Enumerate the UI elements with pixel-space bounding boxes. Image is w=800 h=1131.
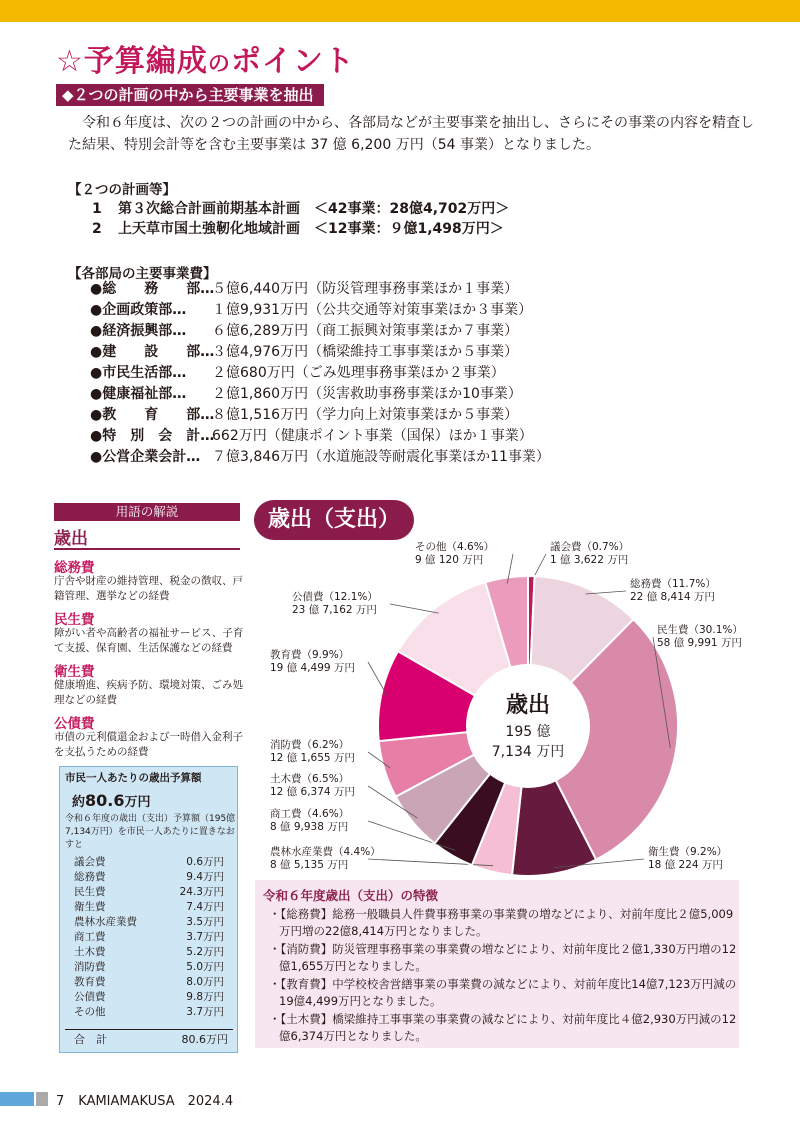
chart-title: 歳出（支出） [254,500,414,540]
glossary-desc: 市債の元利償還金および一時借入金利子を支払うための経費 [54,731,243,758]
footer [56,1090,233,1109]
slice-label-10: 公債費（12.1%） [292,591,378,603]
slice-amount-9: 19 億 4,499 万円 [270,662,355,674]
per-capita-row: 民生費 24.3万円 [74,886,224,898]
slice-amount-11: 9 億 120 万円 [415,554,484,566]
page-number: 7 [56,1094,65,1109]
department-item: ●総 務 部…５億6,440万円（防災管理事務事業ほか１事業） [90,281,519,297]
leader-line-9 [368,662,387,696]
slice-amount-3: 58 億 9,991 万円 [657,637,742,649]
slice-label-3: 民生費（30.1%） [657,624,743,636]
glossary-desc: 障がい者や高齢者の福祉サービス、子育て支援、保育園、生活保護などの経費 [54,627,244,654]
slice-label-9: 教育費（9.9%） [270,649,350,661]
slice-amount-1: 1 億 3,622 万円 [550,554,629,566]
slice-amount-8: 12 億 1,655 万円 [270,752,355,764]
slice-amount-2: 22 億 8,414 万円 [630,591,715,603]
section-subheading: ◆２つの計画の中から主要事業を抽出 [56,84,324,106]
slice-label-2: 総務費（11.7%） [630,578,716,590]
features-title: 令和６年度歳出（支出）の特徴 [263,888,439,903]
feature-item: ・【土木費】橋梁維持工事事業の事業費の減などにより、対前年度比４億2,930万円減の12億6,374万円となりました。 [269,1012,737,1043]
intro-paragraph: 令和６年度は、次の２つの計画の中から、各部局などが主要事業を抽出し、さらにその事業の内容を精査した結果、特別会計等を含む主要事業は 37 億 6,200 万円（54 事業）となりました。 [68,115,754,153]
department-item: ●経済振興部… ６億6,289万円（商工振興対策事業ほか７事業） [90,323,519,339]
department-item: ●市民生活部… ２億680万円（ごみ処理事務事業ほか２事業） [90,365,505,381]
slice-label-5: 農林水産業費（4.4%） [270,846,381,858]
glossary-heading: 用語の解説 [54,503,240,521]
per-capita-row: 教育費 8.0万円 [74,976,224,988]
per-capita-row: 衛生費 7.4万円 [74,901,224,913]
department-item: ●建 設 部…３億4,976万円（橋梁維持工事事業ほか５事業） [90,344,519,360]
plan-item: 1 第３次総合計画前期基本計画 ＜42事業：28億4,702万円＞ [92,201,510,217]
slice-label-1: 議会費（0.7%） [550,541,630,553]
slice-amount-10: 23 億 7,162 万円 [292,604,377,616]
department-item: ●教 育 部…８億1,516万円（学力向上対策事業ほか５事業） [90,407,519,423]
per-capita-value: 約80.6万円 [72,791,151,810]
slice-label-7: 土木費（6.5%） [270,773,350,785]
slice-amount-6: 8 億 9,938 万円 [270,821,349,833]
slice-label-4: 衛生費（9.2%） [648,846,728,858]
department-item: ●公営企業会計… ７億3,846万円（水道施設等耐震化事業ほか11事業） [90,449,550,465]
glossary-term: 公債費 [54,716,95,732]
per-capita-total: 合 計 80.6万円 [65,1029,233,1049]
glossary-desc: 健康増進、疾病予防、環境対策、ごみ処理などの経費 [54,679,243,706]
per-capita-row: 農林水産業費 3.5万円 [74,916,224,928]
publication-name: KAMIAMAKUSA 2024.4 [78,1094,234,1109]
pie-center-line1: 195 億 [505,724,551,740]
glossary-term: 総務費 [54,560,95,576]
slice-amount-4: 18 億 224 万円 [648,859,723,871]
page-title: ☆予算編成のポイント [56,44,355,79]
pie-center-line2: 7,134 万円 [491,744,565,760]
glossary-desc: 庁舎や財産の維持管理、税金の徴収、戸籍管理、選挙などの経費 [54,575,243,602]
footer-accent-bar [0,1092,34,1106]
feature-item: ・【総務費】総務一般職員人件費事務事業の事業費の増などにより、対前年度比２億5,009万円増の22億8,414万円となりました。 [269,907,734,938]
features-box [255,880,739,1048]
leader-line-10 [390,604,439,613]
footer-accent-square [36,1092,48,1106]
per-capita-row: 土木費 5.2万円 [74,946,224,958]
plans-heading: 【２つの計画等】 [68,182,176,198]
glossary-title: 歳出 [54,524,240,550]
per-capita-row: 総務費 9.4万円 [74,871,224,883]
pie-center-title: 歳出 [505,693,551,718]
glossary-term: 民生費 [54,612,95,628]
slice-amount-5: 8 億 5,135 万円 [270,859,349,871]
feature-item: ・【消防費】防災管理事務事業の事業費の増などにより、対前年度比２億1,330万円増の12億1,655万円となりました。 [269,942,737,973]
per-capita-row: 議会費 0.6万円 [74,856,224,868]
expenditure-pie-chart [250,530,750,875]
per-capita-row: 公債費 9.8万円 [74,991,224,1003]
per-capita-row: その他 3.7万円 [74,1006,224,1018]
slice-label-11: その他（4.6%） [415,541,495,553]
top-accent-bar [0,0,800,22]
per-capita-note: 令和６年度の歳出（支出）予算額（195億7,134万円）を市民一人あたりに置きなおすと [65,814,236,850]
per-capita-row: 消防費 5.0万円 [74,961,224,973]
plan-item: 2 上天草市国土強靭化地域計画 ＜12事業：９億1,498万円＞ [92,221,504,237]
per-capita-row: 商工費 3.7万円 [74,931,224,943]
slice-label-6: 商工費（4.6%） [270,808,350,820]
department-item: ●特 別 会 計…662万円（健康ポイント事業（国保）ほか１事業） [90,428,533,444]
per-capita-title: 市民一人あたりの歳出予算額 [65,772,202,784]
department-item: ●健康福祉部… ２億1,860万円（災害救助事務事業ほか10事業） [90,386,522,402]
departments-heading: 【各部局の主要事業費】 [68,266,217,282]
slice-amount-7: 12 億 6,374 万円 [270,786,355,798]
glossary-term: 衛生費 [54,664,95,680]
per-capita-box [59,766,238,1053]
feature-item: ・【教育費】中学校校舎営繕事業の事業費の減などにより、対前年度比14億7,123万円減の19億4,499万円となりました。 [269,977,737,1008]
slice-label-8: 消防費（6.2%） [270,739,350,751]
department-item: ●企画政策部… １億9,931万円（公共交通等対策事業ほか３事業） [90,302,533,318]
